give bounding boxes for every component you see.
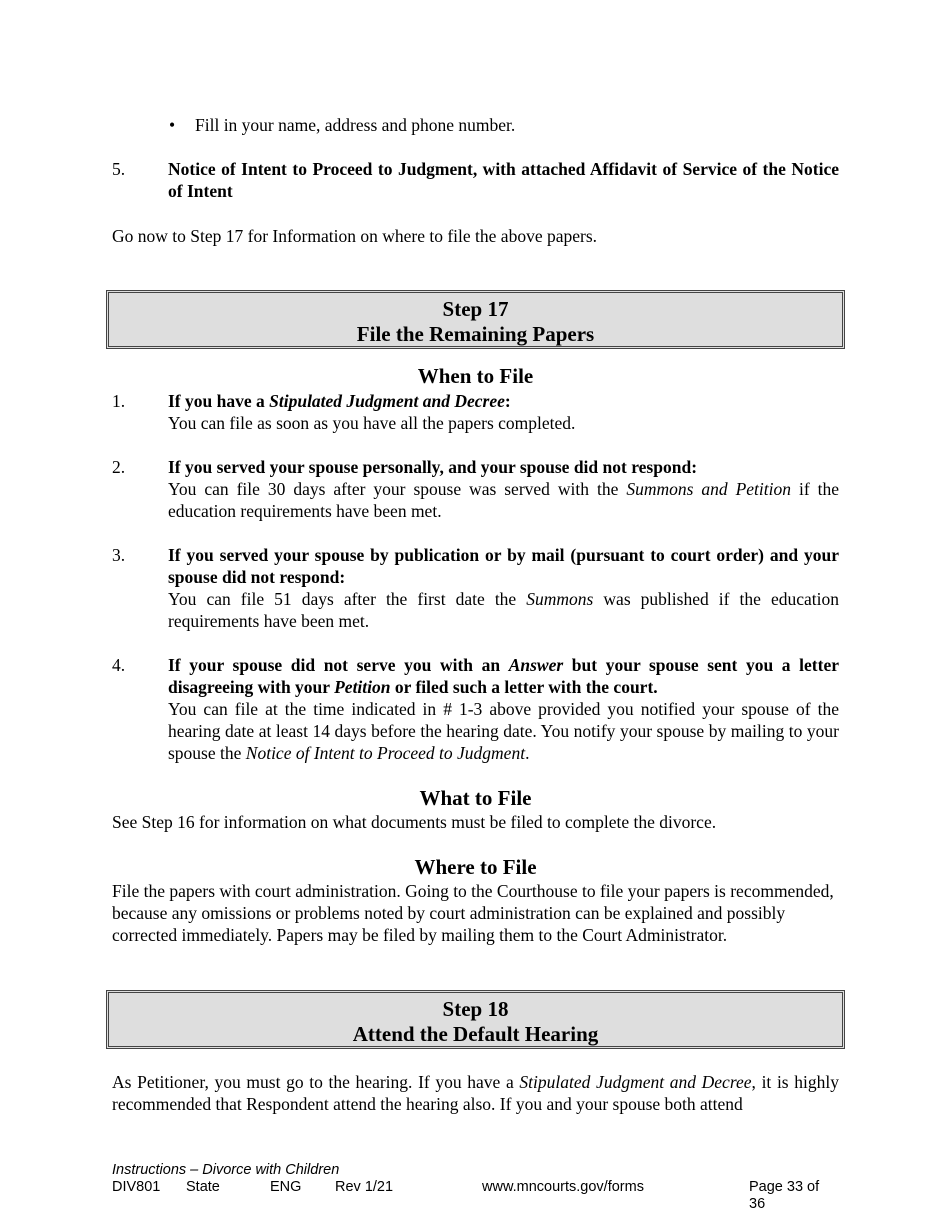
footer-scope: State <box>186 1179 220 1195</box>
list-item-2 <box>112 456 839 522</box>
list-item-4 <box>112 654 839 764</box>
item-condition: If your spouse did not serve you with an Answer but your spouse sent you a letter disagreeing with your Petition or filed such a letter with the court. <box>168 655 839 697</box>
footer-form-code: DIV801 <box>112 1179 161 1195</box>
item-body: You can file at the time indicated in # 1-3 above provided you notified your spouse of the hearing date at least 14 days before the hearing date. You notify your spouse by mailing to your spouse the Notice of Intent to Proceed to Judgment. <box>168 699 839 763</box>
list-item-3 <box>112 544 839 632</box>
bullet-icon: • <box>169 115 176 135</box>
list-item-1 <box>112 390 839 434</box>
step-17-banner <box>106 290 845 349</box>
when-to-file-heading: When to File <box>417 364 534 388</box>
bullet-item <box>169 114 515 136</box>
footer-url[interactable]: www.mncourts.gov/forms <box>482 1179 644 1195</box>
item-number: 2. <box>112 457 126 477</box>
bullet-text: Fill in your name, address and phone number. <box>195 115 516 135</box>
where-to-file-heading: Where to File <box>414 855 537 879</box>
item-number: 1. <box>112 391 126 411</box>
item-body: You can file 30 days after your spouse was served with the Summons and Petition if the education requirements have been met. <box>168 479 840 521</box>
hearing-text: As Petitioner, you must go to the hearing. If you have a Stipulated Judgment and Decree, it is highly recommended that Respondent attend the hearing also. If you and your spouse both attend <box>112 1072 840 1114</box>
item-condition: If you served your spouse personally, and your spouse did not respond: <box>168 457 698 477</box>
step-18-title: Attend the Default Hearing <box>352 1022 599 1046</box>
step-17-title: File the Remaining Papers <box>356 322 595 346</box>
page-footer <box>112 1162 839 1212</box>
go-now-text: Go now to Step 17 for Information on where to file the above papers. <box>112 226 598 246</box>
item-body: You can file as soon as you have all the papers completed. <box>168 413 576 433</box>
footer-page-number: Page 33 of 36 <box>749 1179 820 1212</box>
list-item-5 <box>112 158 839 202</box>
item-body: You can file 51 days after the first date the Summons was published if the education requirements have been met. <box>168 589 839 631</box>
item-number: 4. <box>112 655 126 675</box>
footer-revision: Rev 1/21 <box>335 1179 394 1195</box>
item-condition: If you have a Stipulated Judgment and Decree: <box>168 391 511 411</box>
what-to-file-heading: What to File <box>419 786 532 810</box>
item-condition: If you served your spouse by publication or by mail (pursuant to court order) and your spouse did not respond: <box>168 545 839 587</box>
item-number: 3. <box>112 545 126 565</box>
where-to-file-text: File the papers with court administration. Going to the Courthouse to file your papers is recommended, because any omissions or problems noted by court administration can be explained and possibly corrected immediately. Papers may be filed by mailing them to the Court Administrator. <box>112 881 834 945</box>
footer-language: ENG <box>270 1179 302 1195</box>
item-number: 5. <box>112 159 126 179</box>
step-18-number: Step 18 <box>442 997 509 1021</box>
step-17-number: Step 17 <box>442 297 509 321</box>
step-18-banner <box>106 990 845 1049</box>
item-text: Notice of Intent to Proceed to Judgment, with attached Affidavit of Service of the Notice of Intent <box>168 159 839 201</box>
what-to-file-text: See Step 16 for information on what documents must be filed to complete the divorce. <box>112 812 717 832</box>
footer-title: Instructions – Divorce with Children <box>112 1162 340 1178</box>
